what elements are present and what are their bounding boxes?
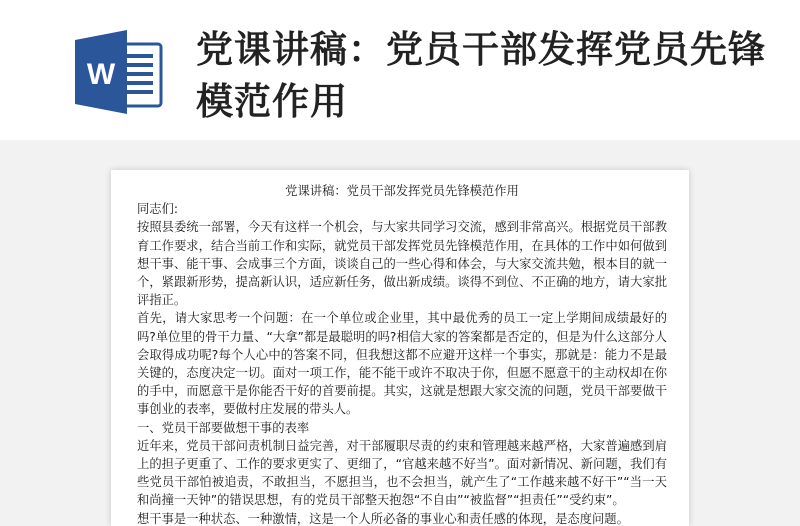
document-page [111,170,689,526]
page-title: 党课讲稿：党员干部发挥党员先锋模范作用 [196,28,766,123]
word-icon-letter: W [86,58,116,91]
paragraph: 同志们: [137,202,179,217]
section-heading: 一、党员干部要做想干事的表率 [137,420,310,435]
document-title: 党课讲稿：党员干部发挥党员先锋模范作用 [285,184,519,198]
paragraph: 想干事是一种状态、一种激情，这是一个人所必备的事业心和责任感的体现，是态度问题。 [137,511,629,526]
paragraph: 首先，请大家思考一个问题：在一个单位或企业里，其中最优秀的员工一定上学期间成绩最好的吗?单位里的骨干力量、“大拿”都是最聪明的吗?相信大家的答案都是否定的，但是为什么这部分人会取得成功呢?每个人心中的答案不同，但我想这都不应避开这样一个事实，那就是：能力不是最关键的，态度决定一切。面对一项工作，能不能干或许不取决于你，但愿不愿意干的主动权却在你的手中，而愿意干是你能否干好的首要前提。其实，这就是想跟大家交流的问题，党员干部要做干事创业的表率，要做村庄发展的带头人。 [137,311,667,417]
paragraph: 近年来，党员干部问责机制日益完善，对干部履职尽责的约束和管理越来越严格，大家普遍感到肩上的担子更重了、工作的要求更实了、更细了，“官越来越不好当”。面对新情况、新问题，我们有些党员干部怕被追责，不敢担当，不愿担当，也不会担当，就产生了“工作越来越不好干”“当一天和尚撞一天钟”的错误思想，有的党员干部整天抱怨“不自由”“被监督”“担责任”“受约束”。 [137,438,667,508]
word-icon [75,30,165,114]
paragraph: 按照县委统一部署，今天有这样一个机会，与大家共同学习交流，感到非常高兴。根据党员干部教育工作要求，结合当前工作和实际，就党员干部发挥党员先锋模范作用，在具体的工作中如何做到想干事、能干事、会成事三个方面，谈谈自己的一些心得和体会，与大家交流共勉，根本目的就一个，紧跟新形势，提高新认识，适应新任务，做出新成绩。谈得不到位、不正确的地方，请大家批评指正。 [137,220,667,308]
